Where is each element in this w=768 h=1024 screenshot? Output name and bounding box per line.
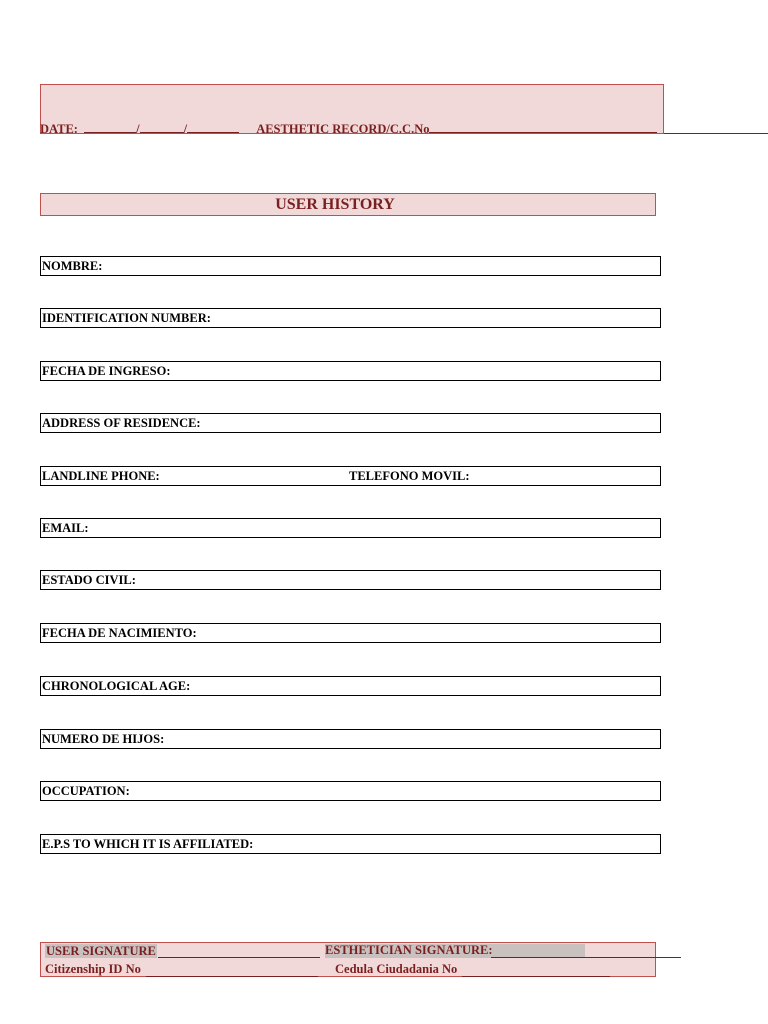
estado-civil-label: ESTADO CIVIL: bbox=[42, 573, 136, 587]
telefono-movil-label: TELEFONO MOVIL: bbox=[349, 469, 470, 483]
fecha-ingreso-label: FECHA DE INGRESO: bbox=[42, 364, 171, 378]
date-label: DATE: bbox=[40, 122, 78, 136]
chronological-age-label: CHRONOLOGICAL AGE: bbox=[42, 679, 191, 693]
page-title: USER HISTORY bbox=[275, 195, 395, 213]
landline-phone-label: LANDLINE PHONE: bbox=[42, 469, 160, 483]
fecha-nacimiento-label: FECHA DE NACIMIENTO: bbox=[42, 626, 197, 640]
cedula-label: Cedula Ciudadania No bbox=[335, 962, 458, 976]
fecha-ingreso-field[interactable] bbox=[40, 361, 661, 381]
citizenship-id-line[interactable] bbox=[146, 976, 318, 977]
nombre-field[interactable] bbox=[40, 256, 661, 276]
date-sep-1: / bbox=[136, 122, 140, 136]
chronological-age-field[interactable] bbox=[40, 676, 661, 696]
user-signature-label: USER SIGNATURE bbox=[46, 944, 156, 958]
esthetician-signature-line[interactable] bbox=[491, 957, 681, 958]
email-field[interactable] bbox=[40, 518, 661, 538]
esthetician-signature-label: ESTHETICIAN SIGNATURE: bbox=[325, 943, 493, 957]
fecha-nacimiento-field[interactable] bbox=[40, 623, 661, 643]
numero-hijos-label: NUMERO DE HIJOS: bbox=[42, 732, 165, 746]
user-signature-line[interactable] bbox=[158, 957, 320, 958]
date-sep-2: / bbox=[183, 122, 188, 136]
header-line bbox=[40, 121, 768, 135]
nombre-label: NOMBRE: bbox=[42, 259, 103, 273]
date-month-blank[interactable] bbox=[140, 121, 184, 133]
address-label: ADDRESS OF RESIDENCE: bbox=[42, 416, 201, 430]
identification-number-label: IDENTIFICATION NUMBER: bbox=[42, 311, 211, 325]
title-band bbox=[40, 193, 656, 216]
date-day-blank[interactable] bbox=[84, 121, 136, 133]
date-year-blank[interactable] bbox=[187, 121, 239, 133]
eps-field[interactable] bbox=[40, 834, 661, 854]
eps-label: E.P.S TO WHICH IT IS AFFILIATED: bbox=[42, 837, 254, 851]
cedula-line[interactable] bbox=[462, 976, 610, 977]
address-field[interactable] bbox=[40, 413, 661, 433]
record-label: AESTHETIC RECORD/C.C.No bbox=[256, 122, 430, 136]
numero-hijos-field[interactable] bbox=[40, 729, 661, 749]
phone-field[interactable] bbox=[40, 466, 661, 486]
citizenship-id-label: Citizenship ID No bbox=[45, 962, 141, 976]
record-number-blank[interactable] bbox=[429, 121, 657, 133]
header-rule-extension bbox=[664, 133, 768, 134]
identification-number-field[interactable] bbox=[40, 308, 661, 328]
estado-civil-field[interactable] bbox=[40, 570, 661, 590]
occupation-label: OCCUPATION: bbox=[42, 784, 130, 798]
email-label: EMAIL: bbox=[42, 521, 89, 535]
occupation-field[interactable] bbox=[40, 781, 661, 801]
